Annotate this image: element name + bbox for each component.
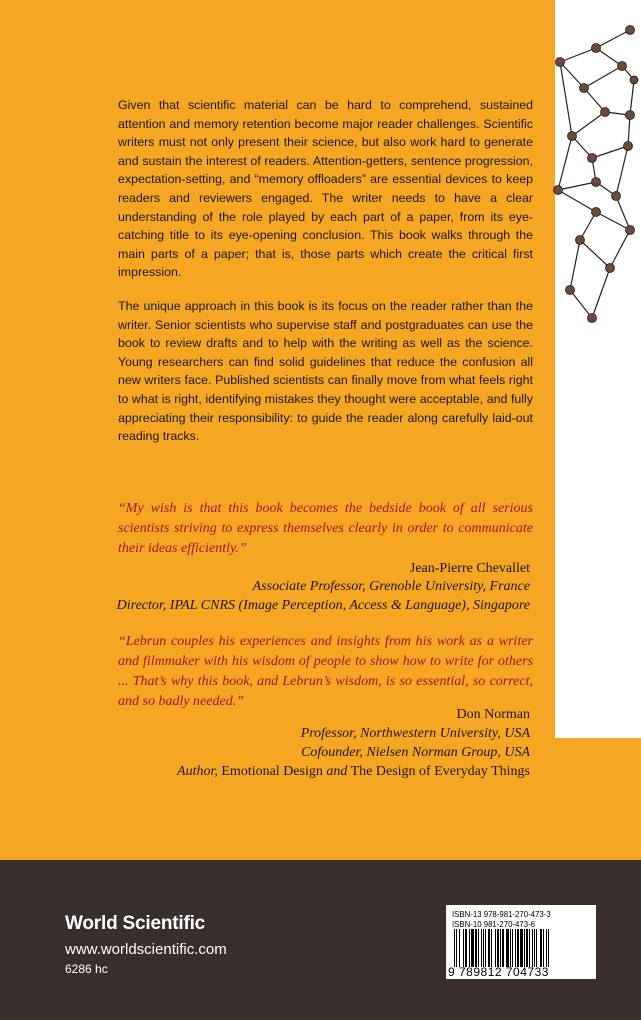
barcode-bar: [465, 929, 467, 967]
barcode-bar: [471, 929, 474, 967]
barcode-bar: [502, 929, 504, 967]
isbn-13: ISBN-13 978-981-270-473-3: [452, 909, 551, 919]
author-prefix: Author,: [177, 764, 218, 779]
barcode-bar: [524, 929, 525, 967]
book-title-2: The Design of Everyday Things: [350, 764, 530, 779]
barcode-bar: [548, 929, 549, 967]
barcode-box: [446, 905, 596, 979]
barcode-bar: [478, 929, 479, 967]
barcode-bar: [463, 929, 464, 967]
barcode-bar: [500, 929, 501, 967]
barcode-bar: [454, 929, 455, 967]
testimonial-role-2b: Cofounder, Nielsen Norman Group, USA: [301, 745, 530, 760]
publisher-name: World Scientific: [65, 913, 206, 934]
barcode-bar: [546, 929, 547, 967]
barcode-bar: [469, 929, 470, 967]
barcode-bar: [481, 929, 482, 967]
barcode-bar: [532, 929, 533, 967]
barcode-bar: [506, 929, 509, 967]
barcode-bar: [491, 929, 492, 967]
barcode-bar: [520, 929, 523, 967]
testimonial-role-1a: Associate Professor, Grenoble University, France: [252, 579, 530, 594]
publisher-website: www.worldscientific.com: [65, 941, 227, 958]
isbn-10: ISBN-10 981-270-473-6: [452, 919, 536, 929]
blurb-paragraph-1: Given that scientific material can be hard to comprehend, sustained attention and memory retention become major reader challenges. Scientific writers must not only present their science, but also work hard to generate and sustain the interest of readers. Attention-getters, sentence progression, expectation-setting, and “memory offloaders” are essential devices to keep readers and reviewers engaged. The writer needs to have a clear understanding of the role played by each part of a paper, from its eye-catching title to its eye-opening conclusion. This book walks through the main parts of a paper; that is, those parts which create the critical first impression.: [118, 98, 533, 280]
barcode-bar: [512, 929, 513, 967]
barcode-bar: [515, 929, 516, 967]
product-code: 6286 hc: [65, 962, 108, 976]
testimonial-name-2: Don Norman: [456, 707, 530, 722]
testimonial-quote-2: “Lebrun couples his experiences and insights from his work as a writer and filmmaker with his wisdom of people to show how to write for others ... That’s why this book, and Lebrun’s wisdom, is so essential, so correct, and so badly needed.”: [118, 634, 533, 709]
author-and: and: [326, 764, 348, 779]
barcode-bar: [543, 929, 544, 967]
barcode-bar: [483, 929, 484, 967]
testimonial-role-1b: Director, IPAL CNRS (Image Perception, Access & Language), Singapore: [116, 598, 530, 613]
barcode-bar: [456, 929, 457, 967]
barcode-bars: [452, 929, 592, 967]
barcode-bar: [536, 929, 537, 967]
barcode-bar: [485, 929, 486, 967]
barcode-bar: [526, 929, 528, 967]
blurb-paragraph-2: The unique approach in this book is its focus on the reader rather than the writer. Senior scientists who supervise staff and postgraduates can use the book to review drafts and to help with the writing as well as the science. Young researchers can find solid guidelines that reduce the confusion all new writers face. Published scientists can finally move from what feels right to what is right, identifying mistakes they thought were acceptable, and fully appreciating their responsibility: to guide the reader along carefully laid-out reading tracks.: [118, 299, 533, 444]
book-title-1: Emotional Design: [221, 764, 323, 779]
barcode-bar: [459, 929, 460, 967]
barcode-bar: [488, 929, 490, 967]
barcode-bar: [497, 929, 499, 967]
barcode-bar: [540, 929, 542, 967]
barcode-bar: [534, 929, 535, 967]
barcode-bar: [529, 929, 530, 967]
testimonial-name-1: Jean-Pierre Chevallet: [409, 561, 530, 576]
barcode-bar: [495, 929, 496, 967]
barcode-bar: [475, 929, 477, 967]
barcode-digits: 9 789812 704733: [448, 965, 549, 979]
testimonial-role-2a: Professor, Northwestern University, USA: [300, 726, 530, 741]
barcode-bar: [517, 929, 519, 967]
testimonial-quote-1: “My wish is that this book becomes the bedside book of all serious scientists striving to express themselves clearly in order to communicate their ideas efficiently.”: [118, 501, 533, 556]
barcode-bar: [510, 929, 511, 967]
testimonial-role-2c: [177, 762, 530, 782]
